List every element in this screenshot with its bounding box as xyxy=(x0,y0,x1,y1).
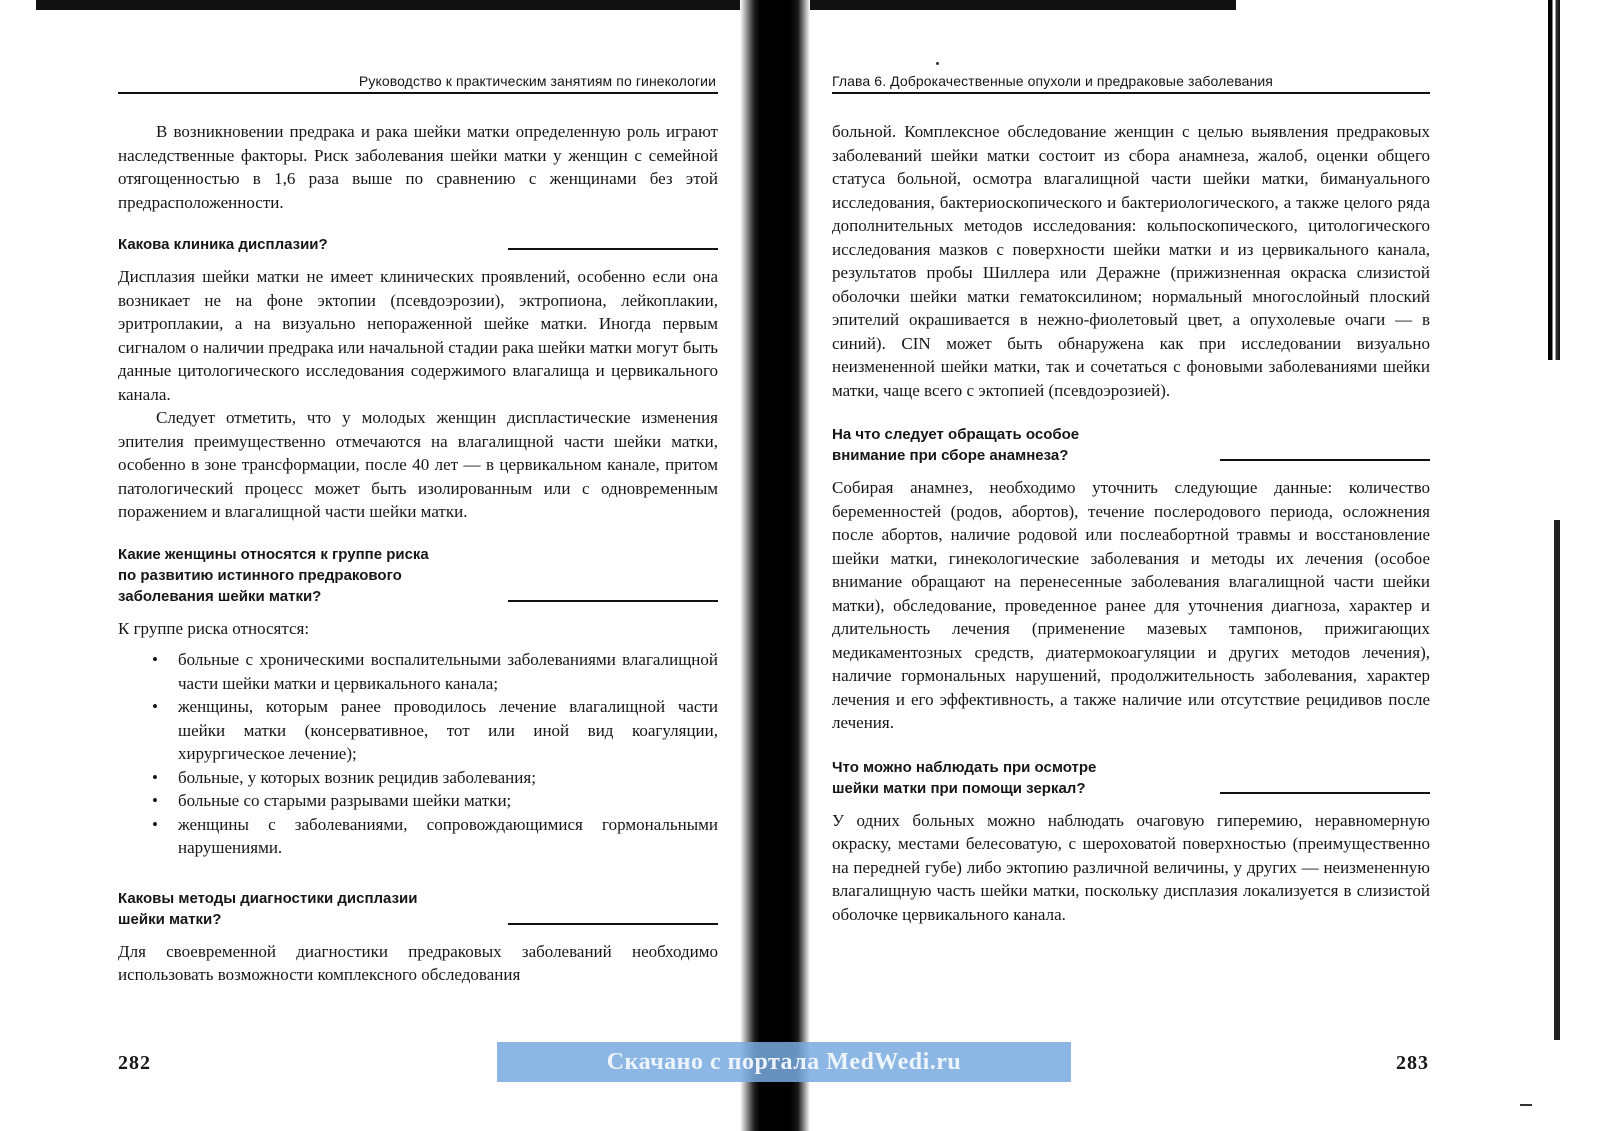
list-item: • женщины, которым ранее проводилось лечение влагалищной части шейки матки (консервативное, тот или иной вид коагуляции, хирургическое лечение); xyxy=(118,695,718,766)
list-item: • больные со старыми разрывами шейки матки; xyxy=(118,789,718,813)
book-spine-shadow xyxy=(740,0,810,1131)
list-item: • женщины с заболеваниями, сопровождающимися гормональными нарушениями. xyxy=(118,813,718,860)
question-text: Каковы методы диагностики дисплазии шейки матки? xyxy=(118,889,418,928)
scan-right-edge xyxy=(1548,0,1560,360)
question-text: Что можно наблюдать при осмотре шейки матки при помощи зеркал? xyxy=(832,758,1097,797)
heading-rule xyxy=(1220,459,1430,461)
right-page xyxy=(832,70,1430,926)
right-running-head: Глава 6. Доброкачественные опухоли и предраковые заболевания xyxy=(832,70,1430,94)
heading-rule xyxy=(508,248,718,250)
left-page xyxy=(118,70,718,987)
question-heading xyxy=(832,757,1430,799)
paragraph: К группе риска относятся: xyxy=(118,618,310,638)
question-heading xyxy=(118,888,718,930)
question-heading xyxy=(832,424,1430,466)
page-number-right: 283 xyxy=(1396,1052,1429,1074)
intro-paragraph: В возникновении предрака и рака шейки матки определенную роль играют наследственные факторы. Риск заболевания шейки матки у женщин с семейной отягощенностью в 1,6 раза выше по сравнению с женщинами без этой предрасположенности. xyxy=(118,122,718,212)
page-number-left: 282 xyxy=(118,1052,151,1074)
list-item: • больные, у которых возник рецидив заболевания; xyxy=(118,766,718,790)
scan-top-edge xyxy=(36,0,1236,10)
left-page-content xyxy=(118,120,718,987)
paragraph: Дисплазия шейки матки не имеет клинических проявлений, особенно если она возникает не на фоне эктопии (псевдоэрозии), эктропиона, лейкоплакии, эритроплакии, а на визуально непораженной шейке матки. Иногда первым сигналом о наличии предрака или начальной стадии рака шейки матки могут быть данные цитологического исследования содержимого влагалища и цервикального канала. xyxy=(118,267,718,404)
heading-rule xyxy=(508,923,718,925)
question-text: Какова клиника дисплазии? xyxy=(118,236,328,253)
question-text: На что следует обращать особое внимание при сборе анамнеза? xyxy=(832,426,1080,464)
paragraph: У одних больных можно наблюдать очаговую гиперемию, неравномерную окраску, местами белесоватую, с шероховатой поверхностью (преимущественно на передней губе) либо эктопию различной величины, у других — неизмененную влагалищную часть шейки матки, поскольку дисплазия локализуется в слизистой оболочке цервикального канала. xyxy=(832,810,1430,924)
list-item: • больные с хроническими воспалительными заболеваниями влагалищной части шейки матки и цервикального канала; xyxy=(118,648,718,695)
heading-rule xyxy=(508,600,718,602)
question-text: Какие женщины относятся к группе риска по развитию истинного предракового заболевания шейки матки? xyxy=(118,545,429,605)
scan-speck xyxy=(936,62,939,65)
question-heading xyxy=(118,544,718,607)
paragraph: Следует отметить, что у молодых женщин диспластические изменения эпителия преимущественно отмечаются на влагалищной части шейки матки, особенно в зоне трансформации, после 40 лет — в цервикальном канале, притом патологический процесс может быть изолированным или с одновременным поражением и влагалищной части шейки матки. xyxy=(118,408,718,521)
heading-rule xyxy=(1220,792,1430,794)
paragraph: Собирая анамнез, необходимо уточнить следующие данные: количество беременностей (родов, абортов), течение послеродового периода, осложнения после абортов, наличие родовой или послеабортной травмы и восстановление шейки матки, гинекологические заболевания и методы их лечения (особое внимание обращают на перенесенные заболевания влагалищной части шейки матки), обследование, проведенное ранее для уточнения диагноза, характер и длительность лечения (применение мазевых тампонов, прижигающих медикаментозных средств, диатермокоагуляции и других методов лечения), наличие гормональных нарушений, продолжительность заболевания, характер лечения и его эффективность, а также наличие или отсутствие рецидивов после лечения. xyxy=(832,478,1430,732)
question-heading xyxy=(118,234,718,255)
scan-right-edge-lower xyxy=(1554,520,1560,1040)
scan-mark xyxy=(1520,1104,1532,1106)
risk-group-list xyxy=(118,648,718,860)
right-page-content xyxy=(832,120,1430,926)
paragraph: больной. Комплексное обследование женщин с целью выявления предраковых заболеваний шейки матки состоит из сбора анамнеза, жалоб, оценки общего статуса больной, осмотра влагалищной части шейки матки, бимануального исследования, бактериоскопического и бактериологического, а также целого ряда дополнительных методов исследования: кольпоскопического, цитологического исследования мазков с поверхности шейки матки и из цервикального канала, результатов пробы Шиллера или Деражне (прижизненная окраска слизистой оболочки шейки матки гематоксилином; нормальный многослойный плоский эпителий окрашивается в нежно-фиолетовый цвет, а опухолевые очаги — в синий). CIN может быть обнаружена как при исследовании визуально неизмененной шейки матки, так и сочетаться с фоновыми заболеваниями шейки матки, чаще всего с эктопией (псевдоэрозией). xyxy=(832,122,1430,400)
watermark-text: Скачано с портала MedWedi.ru xyxy=(606,1048,962,1075)
left-running-head: Руководство к практическим занятиям по гинекологии xyxy=(118,70,718,94)
watermark-banner xyxy=(497,1042,1071,1082)
paragraph: Для своевременной диагностики предраковых заболеваний необходимо использовать возможности комплексного обследования xyxy=(118,941,718,984)
